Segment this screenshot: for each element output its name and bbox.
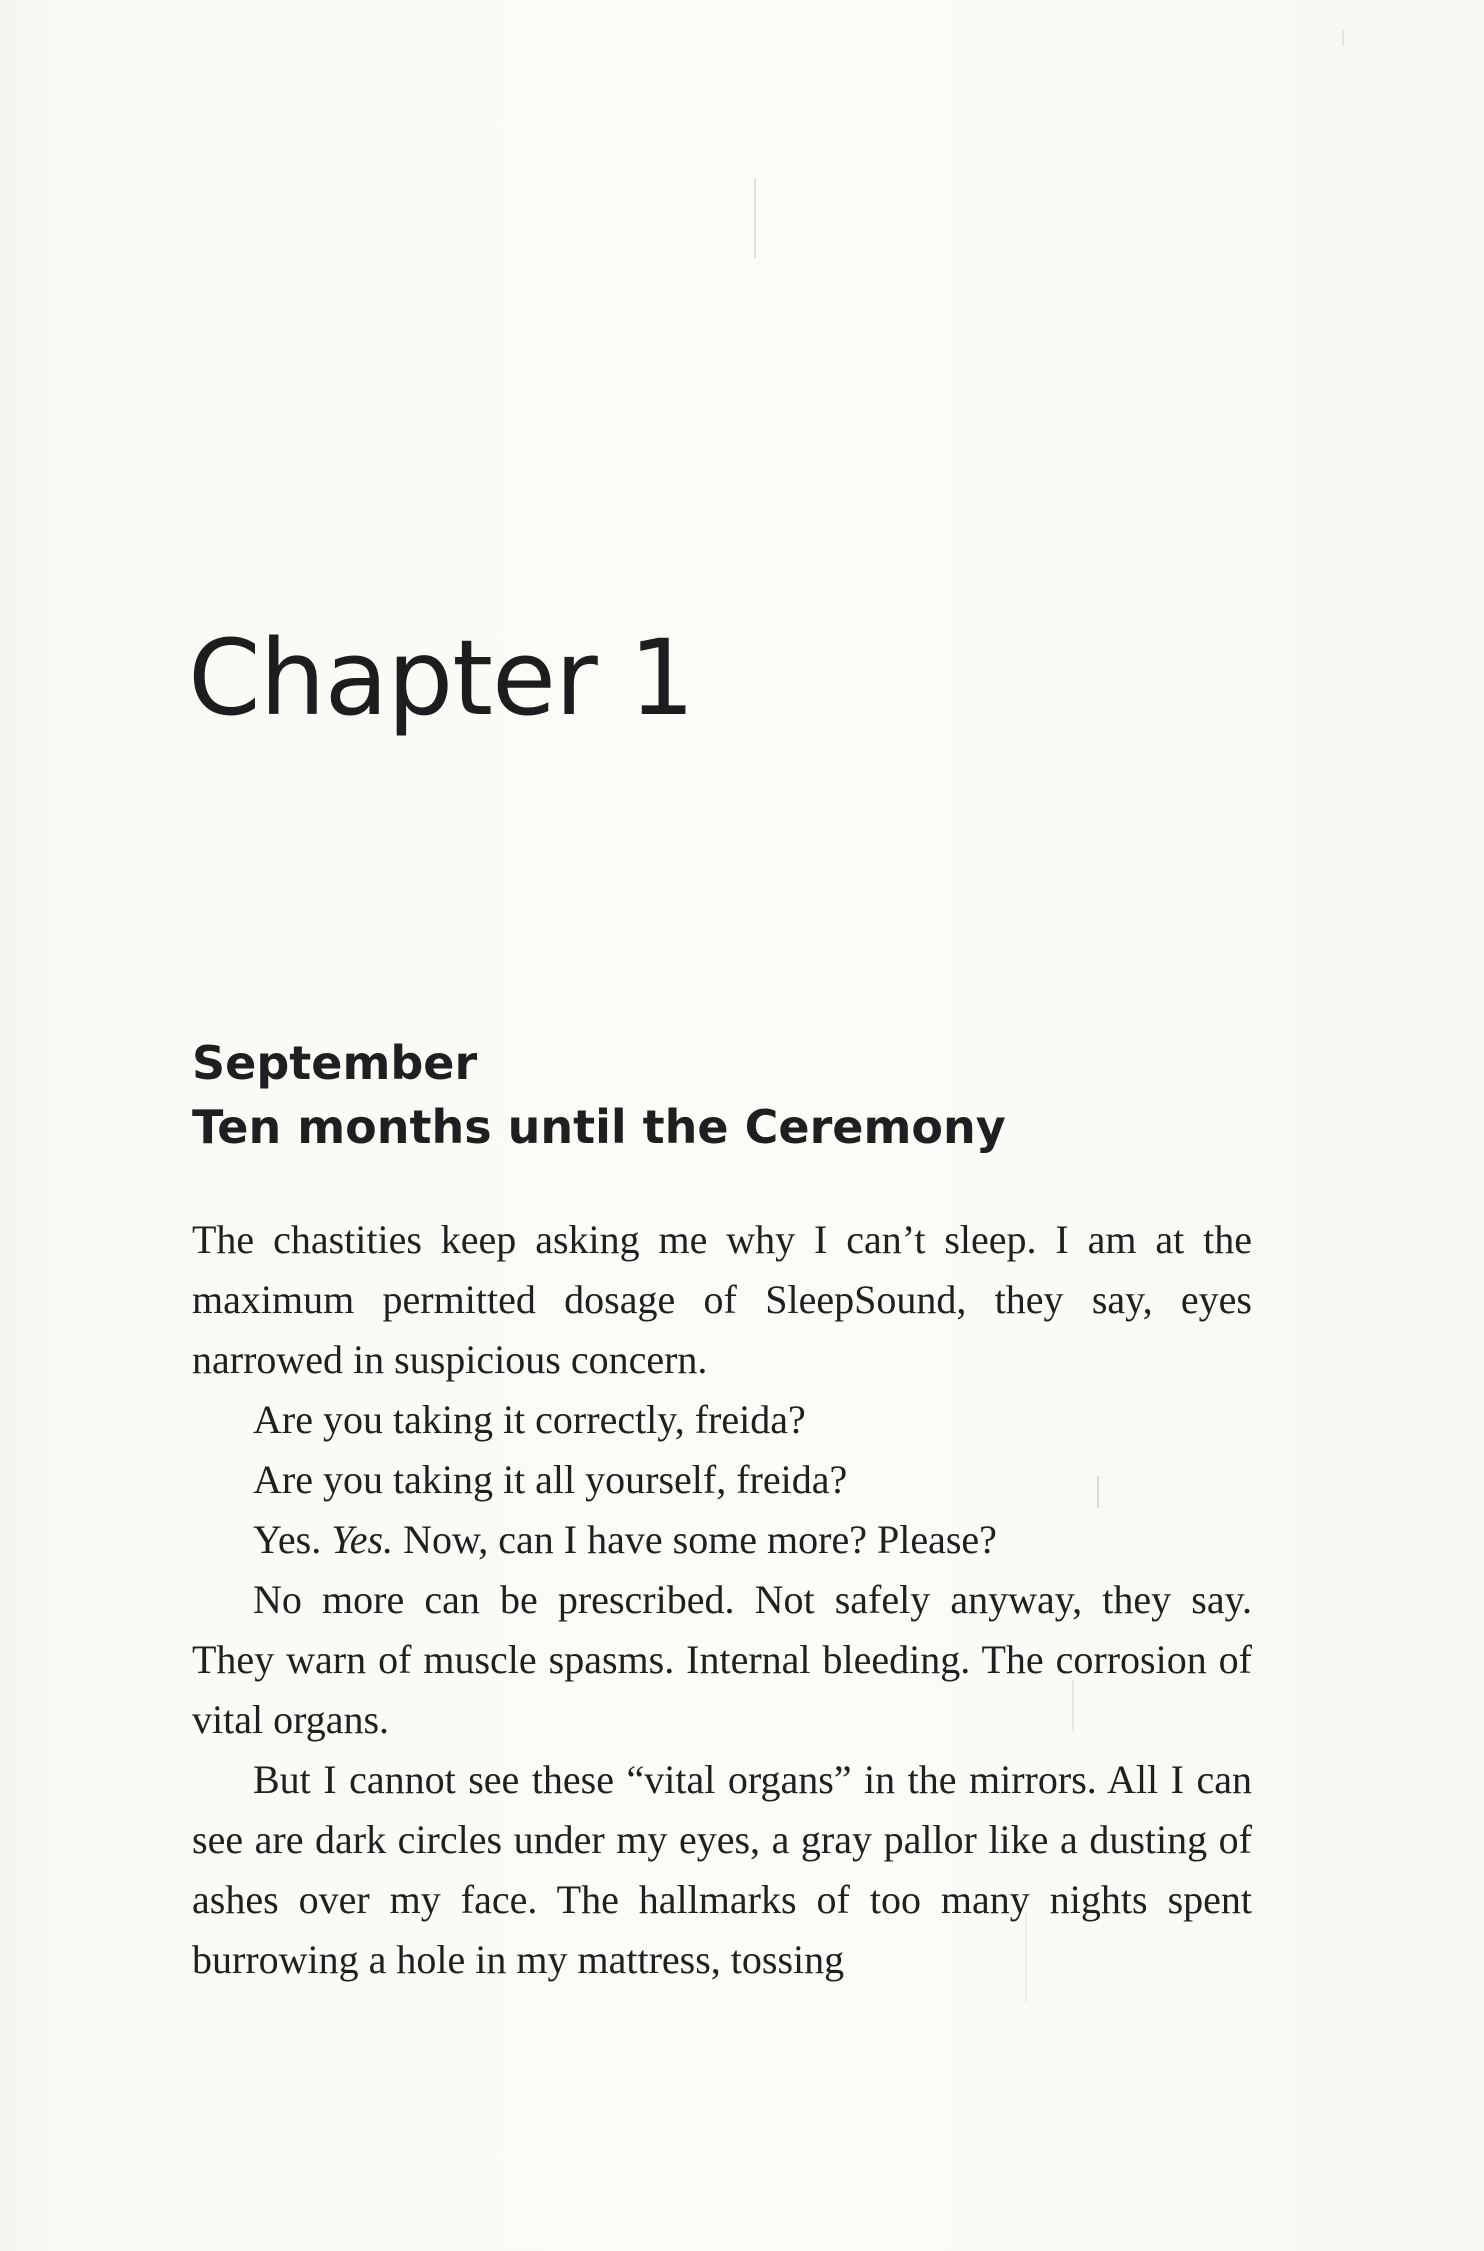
paragraph: But I cannot see these “vital organs” in the mirrors. All I can see are dark circles under my eyes, a gray pallor like a dusting of ashes over my face. The hallmarks of too many nights spent burrowing a hole in my mattress, tossing <box>192 1757 1252 1982</box>
paragraph-emphasis: Yes. <box>331 1517 394 1562</box>
paragraph: Are you taking it all yourself, freida? <box>253 1457 848 1502</box>
paragraph: Are you taking it correctly, freida? <box>253 1397 806 1442</box>
paragraph-tail: Now, can I have some more? Please? <box>393 1517 997 1562</box>
chapter-month: September <box>192 1036 478 1090</box>
chapter-title: Chapter 1 <box>188 617 695 739</box>
scan-artifact <box>1342 30 1344 46</box>
paragraph: The chastities keep asking me why I can’t sleep. I am at the maximum permitted dosage of SleepSound, they say, eyes narrowed in suspicious concern. <box>192 1217 1252 1382</box>
paragraph-lead: Yes. <box>253 1517 332 1562</box>
chapter-countdown: Ten months until the Ceremony <box>192 1100 1006 1154</box>
body-text <box>192 1210 1252 1990</box>
scan-artifact <box>754 178 756 258</box>
paragraph: No more can be prescribed. Not safely anyway, they say. They warn of muscle spasms. Internal bleeding. The corrosion of vital organs. <box>192 1577 1252 1742</box>
paragraph <box>192 1510 1252 1570</box>
